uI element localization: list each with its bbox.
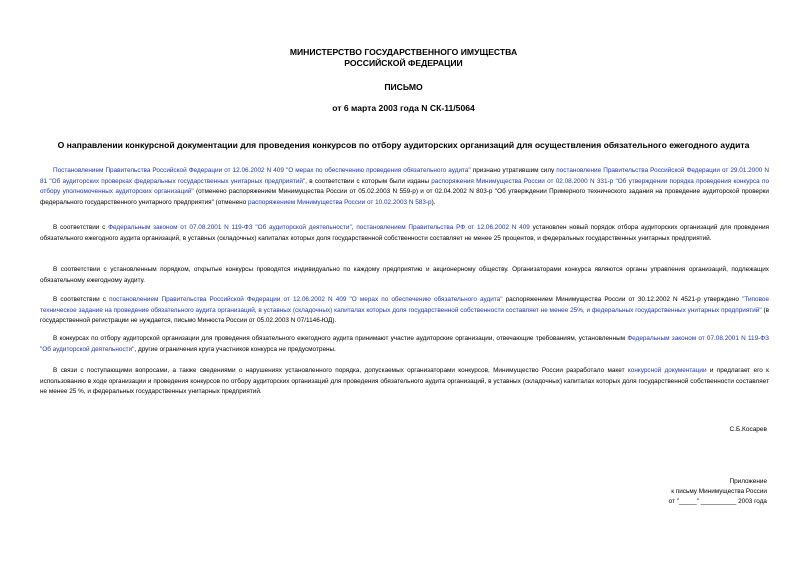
text: , в соответствии с которым были изданы <box>305 177 432 185</box>
document-subject: О направлении конкурсной документации для проведения конкурсов по отбору аудиторских организаций для осуществления обязательного ежегодного аудита <box>57 140 750 150</box>
paragraph-5 <box>40 334 769 355</box>
link-order-583r[interactable]: распоряжением Минимущества России от 10.02.2003 N 583-р <box>248 198 432 206</box>
ministry-heading <box>0 47 807 69</box>
document-date-number: от 6 марта 2003 года N СК-11/5064 <box>332 103 475 113</box>
appendix-date: от "_____" __________ 2003 года <box>668 498 767 505</box>
paragraph-2 <box>40 223 769 244</box>
paragraph-4 <box>40 295 769 327</box>
link-order-331r[interactable]: распоряжения Минимущества России от 02.08.2000 N 331-р "Об утверждении порядка проведения конкурса по отбору уполномоченных аудиторских организаций" <box>40 177 770 196</box>
ministry-line-2: РОССИЙСКОЙ ФЕДЕРАЦИИ <box>344 58 463 68</box>
link-competition-docs[interactable]: конкурсной документации <box>627 367 707 374</box>
link-decree-409[interactable]: Постановлением Правительства Российской Федерации от 12.06.2002 N 409 "О мерах по обеспечению проведения обязательного аудита" <box>53 167 471 174</box>
link-decree-409[interactable]: постановлением Правительства РФ от 12.06.2002 N 409 <box>356 224 530 231</box>
text: признано утратившим силу <box>470 167 557 174</box>
text: и предлагает его к использованию в ходе организации и проведения конкурсов по отбору аудиторских организаций для проведения обязательного аудита организаций, в уставных (складочных) капиталах которых доля государственной собственности составляет не менее 25 %, и федеральных государственных унитарных предприятий. <box>40 367 769 396</box>
text: В связи с поступающими вопросами, а также сведениями о нарушениях установленного порядка, допускаемых организаторами конкурсов, Минимущество России разработало макет <box>53 367 628 374</box>
text: В соответствии с <box>53 296 110 303</box>
text: В конкурсах по отбору аудиторской организации для проведения обязательного ежегодного аудита принимают участие аудиторские организации, отвечающие требованиям, установленным <box>53 335 628 342</box>
appendix-title: Приложение <box>729 478 767 485</box>
paragraph-3 <box>40 265 769 286</box>
link-decree-409[interactable]: постановлением Правительства Российской Федерации от 12.06.2002 N 409 "О мерах по обеспечению обязательного аудита" <box>109 296 503 303</box>
document-type: ПИСЬМО <box>384 82 423 92</box>
paragraph-1 <box>40 166 769 208</box>
text: В соответствии с <box>53 224 109 231</box>
text: (в государственной регистрации не нуждается, письмо Минюста России от 05.02.2003 N 07/1146-ЮД). <box>40 306 769 325</box>
ministry-line-1: МИНИСТЕРСТВО ГОСУДАРСТВЕННОГО ИМУЩЕСТВА <box>289 47 518 57</box>
link-federal-law-119[interactable]: Федеральным законом от 07.08.2001 N 119-ФЗ "Об аудиторской деятельности" <box>40 335 769 353</box>
text: установлен новый порядок отбора аудиторских организаций для проведения обязательного ежегодного аудита организаций, в уставных (складочных) капиталах которых доля государственной собственности составляет не менее 25 процентов, и федеральных государственных унитарных предприятий. <box>40 224 770 242</box>
link-federal-law-119[interactable]: Федеральным законом от 07.08.2001 N 119-ФЗ "Об аудиторской деятельности" <box>108 224 352 231</box>
text: ). <box>431 198 436 206</box>
appendix-reference: к письму Минимущества России <box>671 488 767 495</box>
signature: С.Б.Косарев <box>729 426 767 433</box>
link-technical-task[interactable]: "Типовое техническое задание на проведение обязательного аудита организаций, в уставных (складочных) капиталах которых доля государственной собственности составляет не менее 25%, и федеральных государственных унитарных предприятий" <box>40 296 770 314</box>
text: (отменено распоряжением Минимущества России от 05.02.2003 N 559-р) и от 02.04.2002 N 803-р "Об утверждении Примерного технического задания на проведение аудиторской проверки федерального государственного унитарного предприятия" (отменено <box>40 188 769 206</box>
text: , <box>351 224 357 231</box>
text: распоряжением Минимущества России от 30.12.2002 N 4521-р утверждено <box>502 296 743 303</box>
text: , другие ограничения круга участников конкурса не предусмотрены. <box>134 345 336 353</box>
link-decree-81[interactable]: постановление Правительства Российской Федерации от 29.01.2000 N 81 "Об аудиторских проверках федеральных государственных унитарных предприятий" <box>40 167 769 185</box>
paragraph-6 <box>40 366 769 398</box>
text: В соответствии с установленным порядком, открытые конкурсы проводятся индивидуально по каждому предприятию и акционерному обществу. Организаторами конкурса являются органы управления организаций, подлежащих обязательному ежегодному аудиту. <box>40 266 769 284</box>
